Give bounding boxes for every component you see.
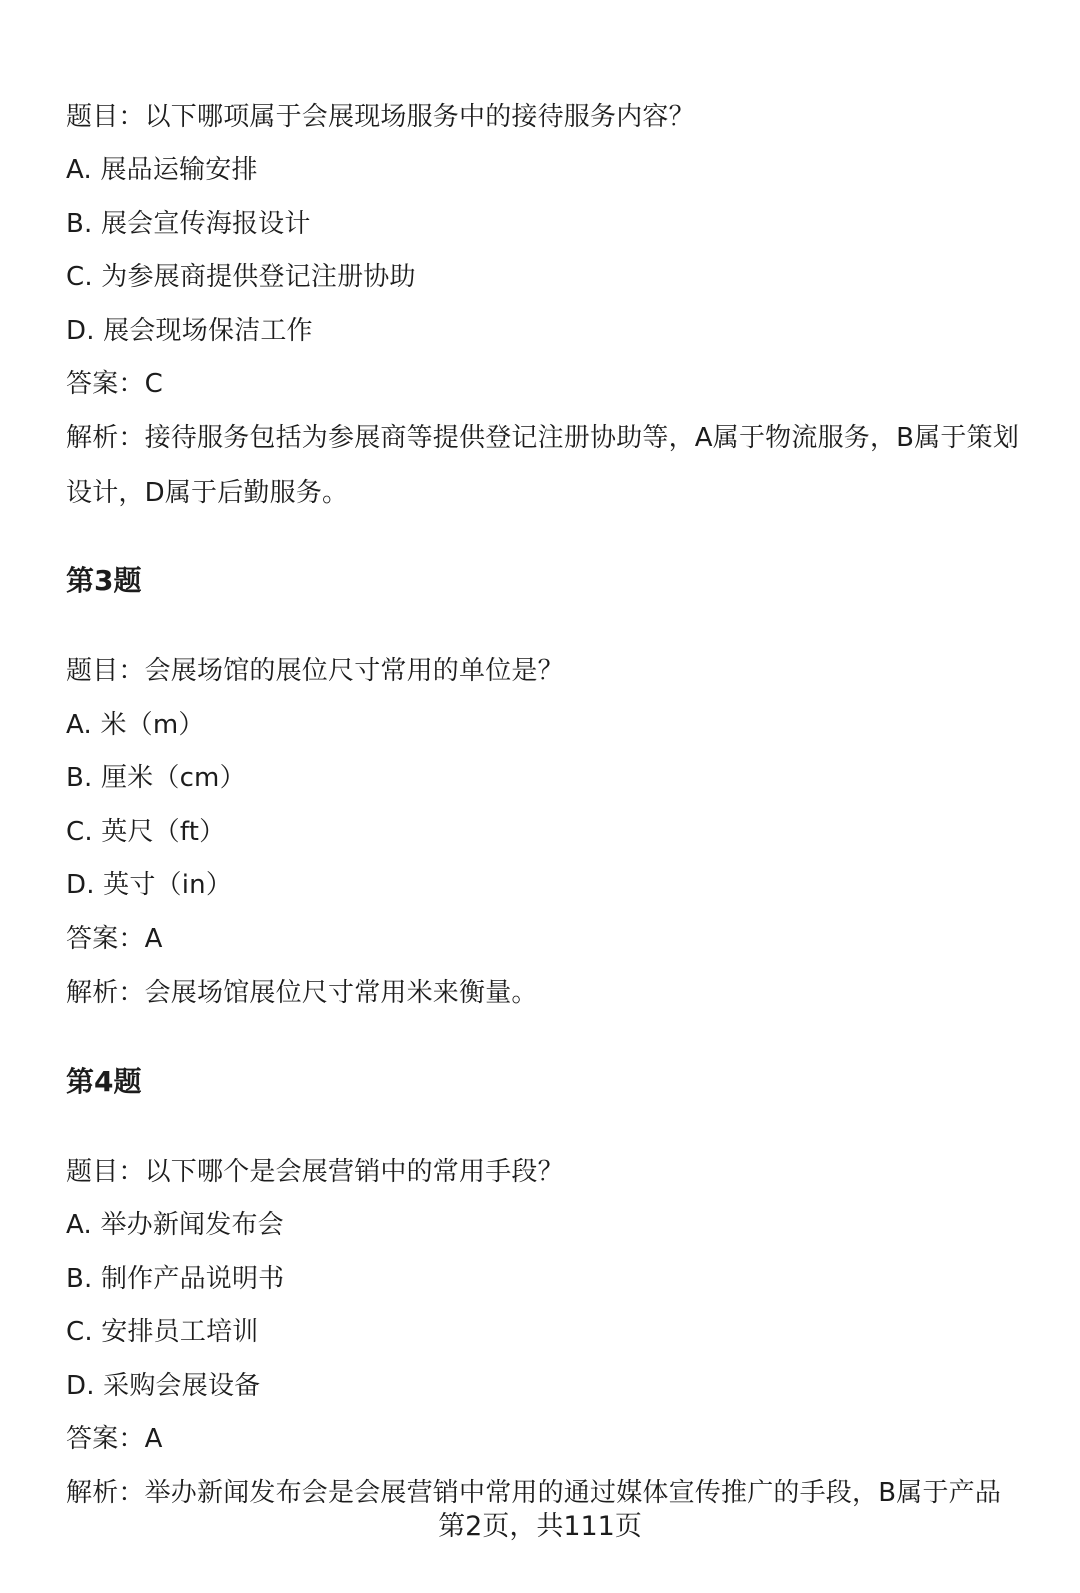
q3-option-c: C. 英尺（ft） [66,817,226,847]
q3-answer: 答案：A [66,924,163,954]
q2-option-d: D. 展会现场保洁工作 [66,316,313,346]
q4-heading: 第4题 [66,1065,142,1098]
q2-option-b: B. 展会宣传海报设计 [66,209,311,239]
q4-question: 题目：以下哪个是会展营销中的常用手段？ [66,1157,564,1187]
q4-option-a: A. 举办新闻发布会 [66,1210,284,1240]
q3-option-a: A. 米（m） [66,710,205,740]
q4-option-b: B. 制作产品说明书 [66,1264,285,1294]
q3-question: 题目：会展场馆的展位尺寸常用的单位是？ [66,656,564,686]
q2-analysis-line2: 设计，D属于后勤服务。 [66,478,349,508]
q2-analysis-line1: 解析：接待服务包括为参展商等提供登记注册协助等，A属于物流服务，B属于策划 [66,423,1020,453]
q4-answer: 答案：A [66,1424,163,1454]
q3-heading: 第3题 [66,564,142,597]
q3-option-b: B. 厘米（cm） [66,763,246,793]
q4-option-c: C. 安排员工培训 [66,1317,259,1347]
q4-option-d: D. 采购会展设备 [66,1371,261,1401]
q3-analysis: 解析：会展场馆展位尺寸常用米来衡量。 [66,978,538,1008]
q4-analysis-line1: 解析：举办新闻发布会是会展营销中常用的通过媒体宣传推广的手段，B属于产品 [66,1478,1002,1508]
q2-option-c: C. 为参展商提供登记注册协助 [66,262,416,292]
q2-question: 题目：以下哪项属于会展现场服务中的接待服务内容？ [66,102,695,132]
q2-answer: 答案：C [66,369,163,399]
q2-option-a: A. 展品运输安排 [66,155,258,185]
page-indicator: 第2页，共111页 [438,1511,642,1542]
q3-option-d: D. 英寸（in） [66,870,233,900]
